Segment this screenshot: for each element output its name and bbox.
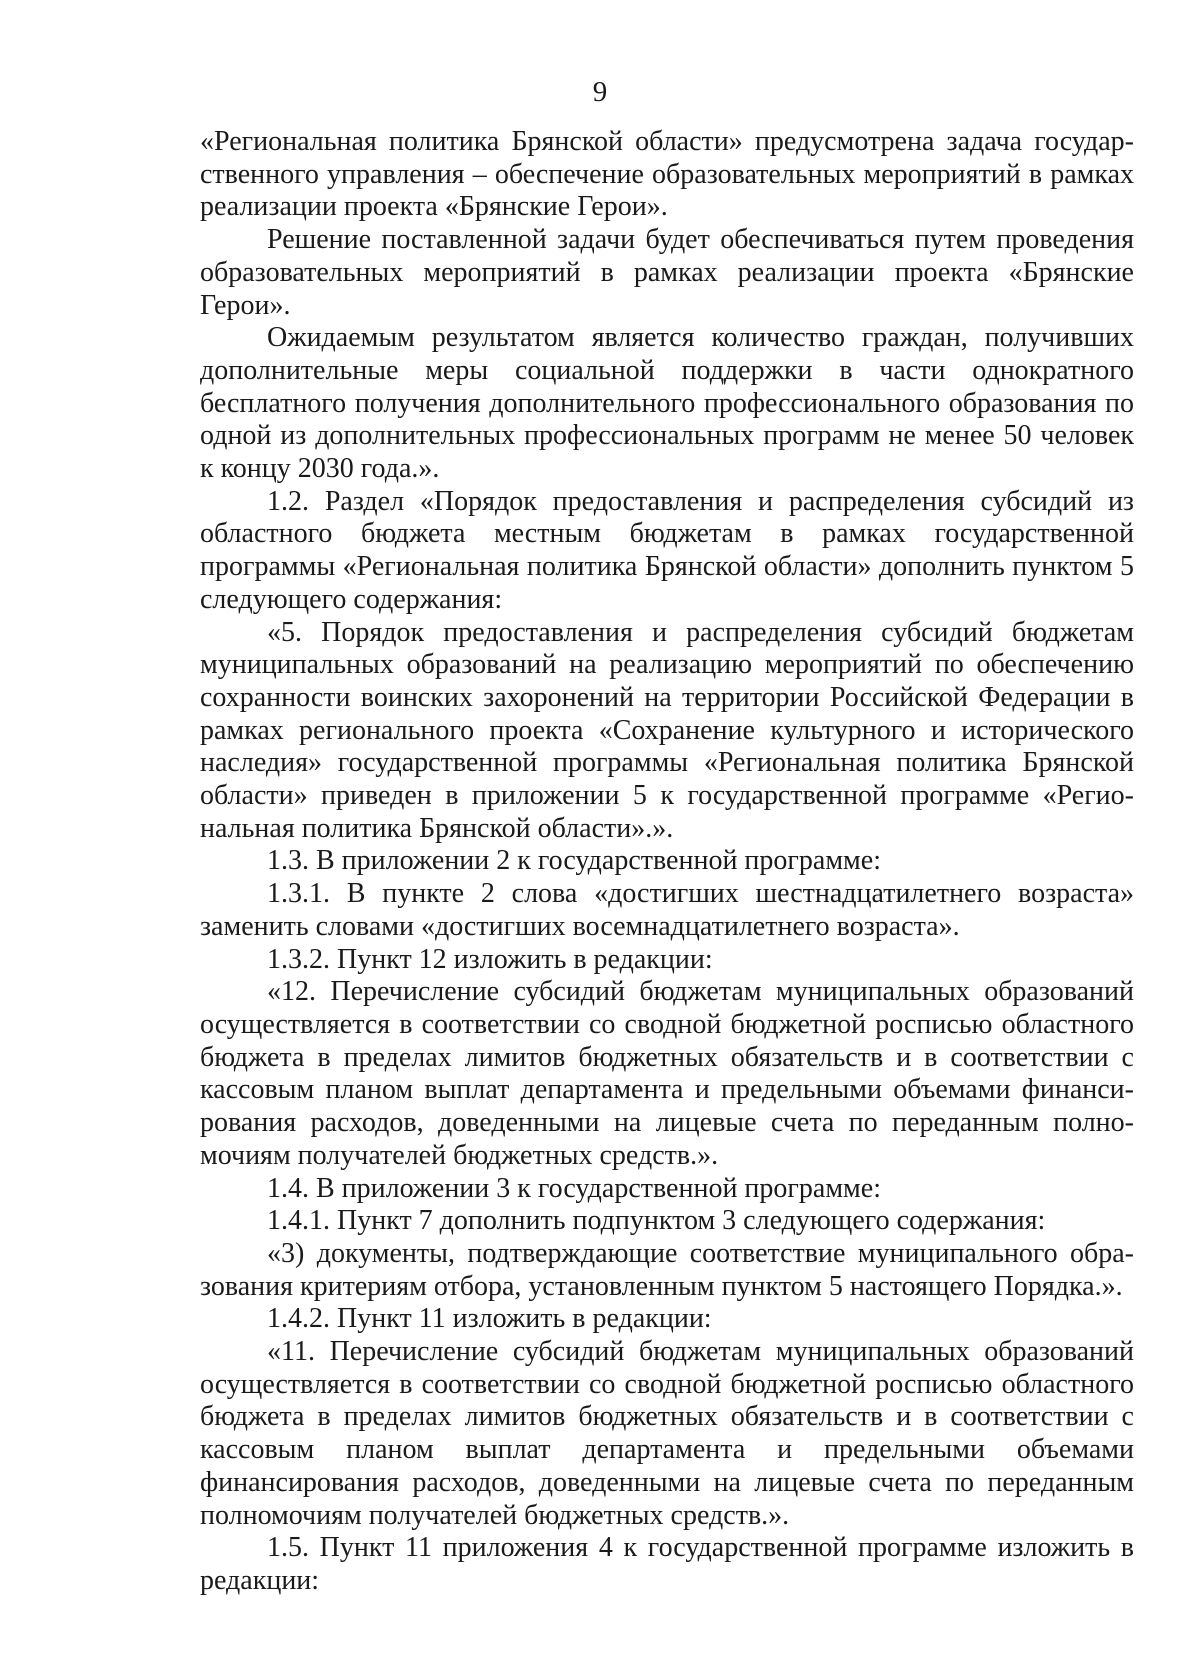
paragraph-8: 1.3.2. Пункт 12 изложить в редакции: xyxy=(267,943,713,975)
paragraph-7: 1.3.1. В пункте 2 слова «достигших шестнадцатилетнего возраста» заменить словами «достигших восемнадцатилетнего возраста». xyxy=(200,878,1134,942)
document-body xyxy=(200,126,1134,1598)
paragraph-6: 1.3. В приложении 2 к государственной программе: xyxy=(267,845,881,877)
paragraph-4: 1.2. Раздел «Порядок предоставления и распределения субсидий из областного бюджета местным бюджетам в рамках государственной программы «Региональная политика Брянской области» дополнить пунктом 5 следующего содержания: xyxy=(200,485,1134,615)
paragraph-13: 1.4.2. Пункт 11 изложить в редакции: xyxy=(267,1303,712,1335)
paragraph-9: «12. Перечисление субсидий бюджетам муниципальных образований осуществляется в соответствии со сводной бюджетной росписью областного бюджета в пределах лимитов бюджетных обязательств и в соответствии с кассовым планом выплат департамента и предельными объемами финансирования расходов, доведенными на лицевые счета по переданным полномочиям получателей бюджетных средств.». xyxy=(200,976,1134,1171)
paragraph-14: «11. Перечисление субсидий бюджетам муниципальных образований осуществляется в соответствии со сводной бюджетной росписью областного бюджета в пределах лимитов бюджетных обязательств и в соответствии с кассовым планом выплат департамента и предельными объемами финансирования расходов, доведенными на лицевые счета по переданным полномочиям получателей бюджетных средств.». xyxy=(200,1336,1134,1531)
paragraph-15: 1.5. Пункт 11 приложения 4 к государственной программе изложить в редакции: xyxy=(200,1532,1134,1596)
page-number: 9 xyxy=(592,76,608,108)
paragraph-10: 1.4. В приложении 3 к государственной программе: xyxy=(267,1172,881,1204)
paragraph-2: Решение поставленной задачи будет обеспечиваться путем проведения образовательных мероприятий в рамках реализации проекта «Брянские Герои». xyxy=(200,224,1134,321)
paragraph-5: «5. Порядок предоставления и распределения субсидий бюджетам муниципальных образований на реализацию мероприятий по обеспечению сохранности воинских захоронений на территории Российской Федерации в рамках регионального проекта «Сохранение культурного и исторического наследия» государственной программы «Региональная политика Брянской области» приведен в приложении 5 к государственной программе «Региональная политика Брянской области».». xyxy=(200,616,1134,844)
paragraph-12: «3) документы, подтверждающие соответствие муниципального образования критериям отбора, установленным пунктом 5 настоящего Порядка.». xyxy=(200,1237,1134,1302)
paragraph-3: Ожидаемым результатом является количество граждан, получивших дополнительные меры социальной поддержки в части однократного бесплатного получения дополнительного профессионального образования по одной из дополнительных профессиональных программ не менее 50 человек к концу 2030 года.». xyxy=(200,322,1134,485)
paragraph-11: 1.4.1. Пункт 7 дополнить подпунктом 3 следующего содержания: xyxy=(267,1205,1046,1237)
paragraph-1: «Региональная политика Брянской области» предусмотрена задача государственного управления – обеспечение образовательных мероприятий в рамках реализации проекта «Брянские Герои». xyxy=(200,126,1134,223)
